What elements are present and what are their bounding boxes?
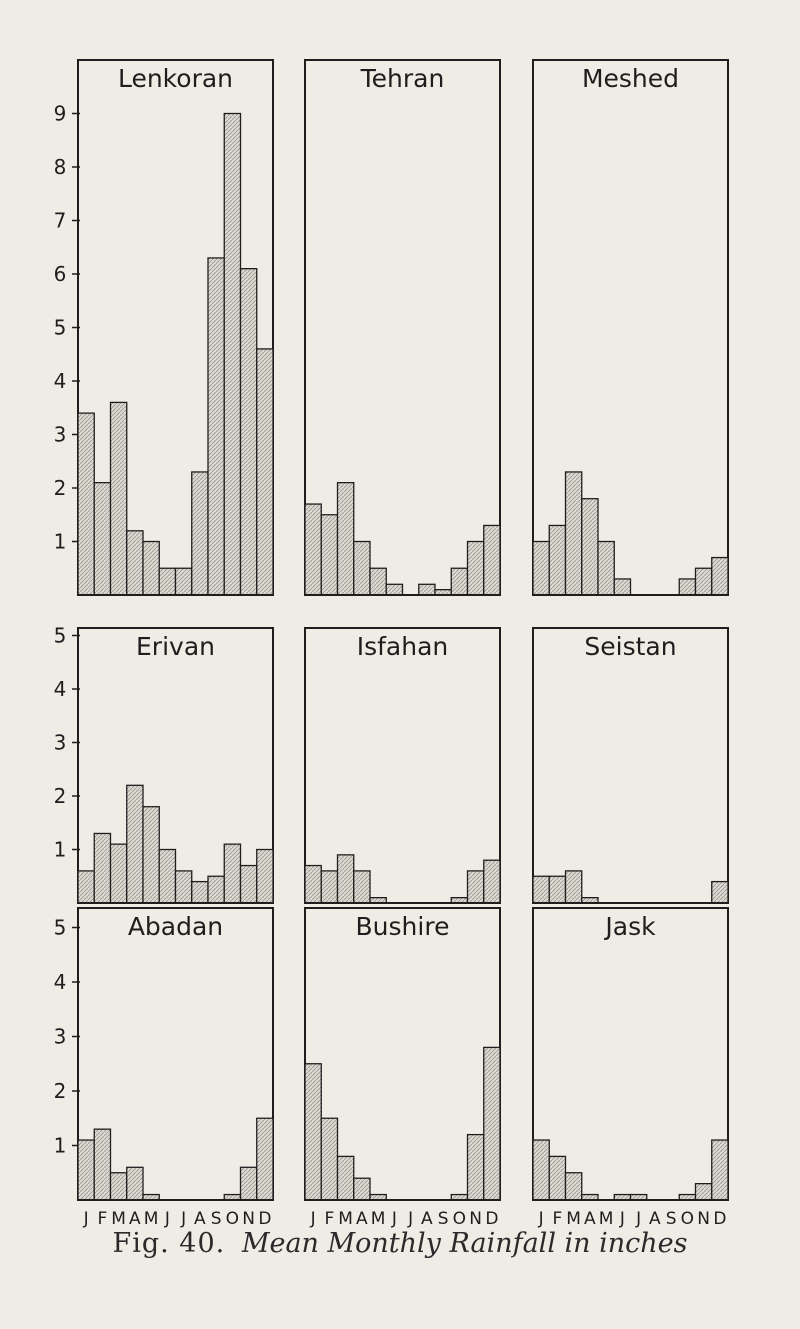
bar-seistan-2 [549,876,565,903]
month-label: A [421,1209,433,1229]
bar-jask-3 [566,1173,582,1200]
month-label: D [258,1209,272,1229]
y-tick-label: 1 [53,1133,67,1158]
bar-bushire-2 [321,1118,337,1200]
bar-jask-1 [533,1140,549,1200]
y-tick-label: 7 [53,208,67,233]
month-axis-labels [83,1209,727,1229]
month-label: N [697,1209,710,1229]
panel-frame [533,628,728,903]
month-label: A [584,1209,596,1229]
bar-isfahan-4 [354,871,370,903]
bar-bushire-11 [468,1135,484,1200]
bar-jask-11 [696,1184,712,1200]
bar-erivan-2 [94,833,110,903]
month-label: N [469,1209,482,1229]
bar-seistan-12 [712,882,728,903]
bar-lenkoran-2 [94,483,110,595]
bar-abadan-4 [127,1167,143,1200]
month-label: M [338,1209,353,1229]
bar-bushire-1 [305,1064,321,1200]
month-label: A [356,1209,368,1229]
bar-bushire-4 [354,1178,370,1200]
bar-lenkoran-8 [192,472,208,595]
panel-frame [533,60,728,595]
bar-tehran-10 [451,568,467,595]
y-tick-label: 2 [53,784,67,808]
month-label: J [181,1209,187,1229]
bar-meshed-12 [712,558,728,595]
month-label: O [680,1209,695,1229]
panel-meshed [533,60,728,595]
panel-title: Bushire [355,912,450,941]
y-tick-label: 1 [53,529,67,554]
bar-bushire-3 [338,1156,354,1200]
month-label: A [129,1209,141,1229]
bar-lenkoran-7 [176,568,192,595]
bar-erivan-8 [192,882,208,903]
bar-tehran-1 [305,504,321,595]
bar-abadan-12 [257,1118,273,1200]
y-axes [54,60,80,1200]
bar-lenkoran-11 [241,269,257,595]
bar-lenkoran-4 [127,531,143,595]
figure-caption [0,1228,800,1259]
bar-isfahan-1 [305,866,321,903]
y-tick-label: 2 [53,1079,67,1103]
y-tick-label: 2 [53,476,67,500]
bar-isfahan-12 [484,860,500,903]
month-label: J [538,1209,544,1229]
month-label: O [452,1209,467,1229]
bar-tehran-5 [370,568,386,595]
bar-tehran-4 [354,542,370,596]
bar-erivan-10 [224,844,240,903]
bar-lenkoran-5 [143,542,159,596]
month-label: J [408,1209,414,1229]
bar-lenkoran-6 [159,568,175,595]
month-label: J [83,1209,89,1229]
panel-title: Tehran [360,64,445,93]
bar-erivan-7 [176,871,192,903]
y-tick-label: 5 [53,915,67,940]
bar-lenkoran-3 [111,402,127,595]
bar-isfahan-11 [468,871,484,903]
month-label: S [665,1209,677,1229]
month-label: S [210,1209,222,1229]
bar-meshed-10 [679,579,695,595]
bar-meshed-6 [614,579,630,595]
bar-tehran-8 [419,584,435,595]
bar-tehran-12 [484,525,500,595]
bar-meshed-1 [533,542,549,596]
y-tick-label: 4 [53,970,67,994]
chart-panels [78,60,728,1200]
bar-erivan-1 [78,871,94,903]
panel-seistan [533,628,728,903]
y-tick-label: 5 [53,623,67,648]
month-label: F [552,1209,563,1229]
month-label: O [225,1209,240,1229]
panel-abadan [78,908,273,1200]
month-label: M [143,1209,159,1229]
bar-tehran-2 [321,515,337,595]
y-tick-label: 4 [53,677,67,701]
bar-lenkoran-10 [224,114,240,596]
panel-lenkoran [78,60,273,595]
month-label: M [598,1209,614,1229]
month-label: M [111,1209,126,1229]
month-label: J [310,1209,316,1229]
panel-isfahan [305,628,500,903]
month-label: J [164,1209,170,1229]
y-tick-label: 1 [53,837,67,862]
panel-title: Jask [605,912,656,941]
y-tick-label: 3 [53,1024,67,1049]
panel-title: Lenkoran [117,64,234,93]
panel-jask [533,908,728,1200]
month-label: D [485,1209,499,1229]
bar-erivan-6 [159,850,175,904]
panel-title: Erivan [136,632,215,661]
bar-erivan-9 [208,876,224,903]
bar-tehran-3 [338,483,354,595]
month-label: M [566,1209,581,1229]
bar-meshed-4 [582,499,598,595]
month-label: J [636,1209,642,1229]
bar-lenkoran-12 [257,349,273,595]
bar-tehran-11 [468,542,484,596]
bar-seistan-1 [533,876,549,903]
bar-erivan-4 [127,785,143,903]
month-label: F [324,1209,335,1229]
y-tick-label: 6 [53,262,67,286]
y-tick-label: 3 [53,730,67,755]
bar-lenkoran-1 [78,413,94,595]
bar-abadan-1 [78,1140,94,1200]
bar-lenkoran-9 [208,258,224,595]
month-label: A [194,1209,206,1229]
panel-erivan [78,628,273,903]
panel-title: Seistan [584,632,677,661]
panel-bushire [305,908,500,1200]
month-label: D [713,1209,727,1229]
bar-abadan-2 [94,1129,110,1200]
y-tick-label: 3 [53,422,67,447]
bar-meshed-3 [566,472,582,595]
month-label: M [370,1209,386,1229]
month-label: J [619,1209,625,1229]
bar-meshed-2 [549,525,565,595]
bar-erivan-3 [111,844,127,903]
bar-tehran-6 [386,584,402,595]
y-tick-label: 9 [53,101,67,126]
panel-tehran [305,60,500,595]
panel-title: Isfahan [356,632,449,661]
panel-frame [305,628,500,903]
figure-title: Mean Monthly Rainfall in inches [241,1228,688,1259]
figure-label: Fig. 40. [112,1228,226,1259]
bar-erivan-12 [257,850,273,904]
bar-jask-2 [549,1156,565,1200]
y-tick-label: 5 [53,315,67,340]
month-label: N [242,1209,255,1229]
bar-erivan-5 [143,807,159,903]
bar-abadan-11 [241,1167,257,1200]
bar-seistan-3 [566,871,582,903]
bar-meshed-5 [598,542,614,596]
bar-isfahan-2 [321,871,337,903]
bar-isfahan-3 [338,855,354,903]
y-tick-label: 4 [53,369,67,393]
bar-jask-12 [712,1140,728,1200]
panel-title: Abadan [127,912,224,941]
panel-title: Meshed [581,64,680,93]
month-label: J [391,1209,397,1229]
bar-erivan-11 [241,866,257,903]
bar-abadan-3 [111,1173,127,1200]
month-label: S [437,1209,449,1229]
month-label: A [649,1209,661,1229]
y-tick-label: 8 [53,155,67,179]
bar-meshed-11 [696,568,712,595]
month-label: F [97,1209,108,1229]
bar-bushire-12 [484,1047,500,1200]
